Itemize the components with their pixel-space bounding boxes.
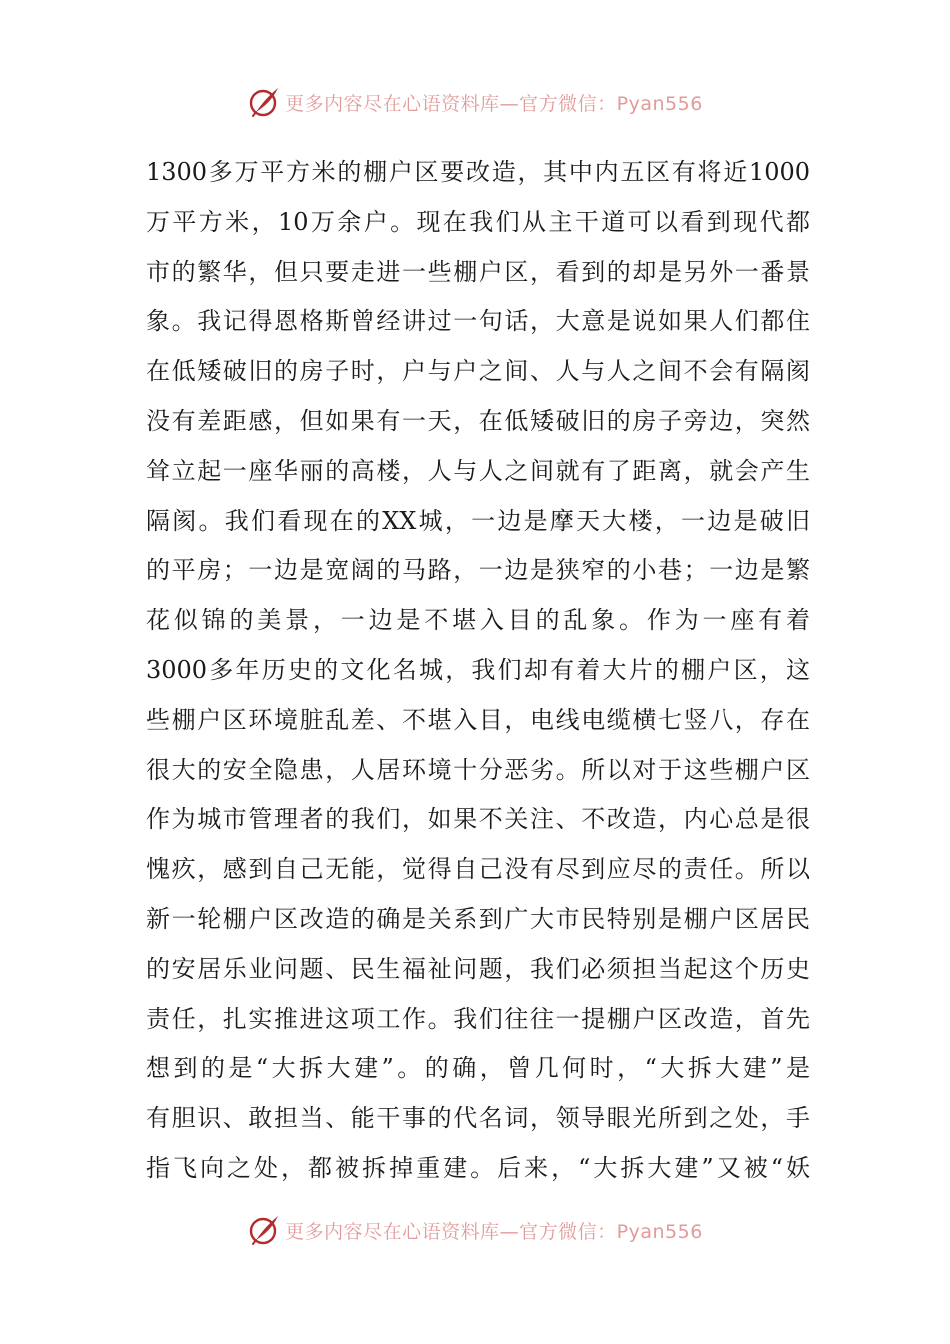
footer-banner-text: 更多内容尽在心语资料库—官方微信：Pyan556 <box>285 1220 703 1243</box>
header-banner <box>0 80 950 124</box>
body-line: 些棚户区环境脏乱差、不堪入目，电线电缆横七竖八，存在 <box>146 705 810 734</box>
body-line: 市的繁华，但只要走进一些棚户区，看到的却是另外一番景 <box>146 257 810 286</box>
body-line: 花似锦的美景，一边是不堪入目的乱象。作为一座有着 <box>146 606 810 635</box>
body-line: 隔阂。我们看现在的XX城，一边是摩天大楼，一边是破旧 <box>146 506 810 535</box>
body-line: 很大的安全隐患，人居环境十分恶劣。所以对于这些棚户区 <box>146 755 810 784</box>
body-line: 有胆识、敢担当、能干事的代名词，领导眼光所到之处，手 <box>146 1104 810 1133</box>
body-line: 新一轮棚户区改造的确是关系到广大市民特别是棚户区居民 <box>146 904 810 933</box>
body-line: 的平房；一边是宽阔的马路，一边是狭窄的小巷；一边是繁 <box>146 556 810 585</box>
document-body <box>146 148 810 1194</box>
quill-logo-icon <box>247 85 281 119</box>
body-line: 指飞向之处，都被拆掉重建。后来，“大拆大建”又被“妖 <box>146 1153 810 1182</box>
body-line: 象。我记得恩格斯曾经讲过一句话，大意是说如果人们都住 <box>146 307 810 336</box>
body-line: 想到的是“大拆大建”。的确，曾几何时，“大拆大建”是 <box>146 1054 810 1083</box>
body-line: 万平方米，10万余户。现在我们从主干道可以看到现代都 <box>146 207 810 236</box>
body-line: 的安居乐业问题、民生福祉问题，我们必须担当起这个历史 <box>146 954 810 983</box>
body-line: 愧疚，感到自己无能，觉得自己没有尽到应尽的责任。所以 <box>146 855 810 884</box>
body-line: 没有差距感，但如果有一天，在低矮破旧的房子旁边，突然 <box>146 406 810 435</box>
body-line: 责任，扎实推进这项工作。我们往往一提棚户区改造，首先 <box>146 1004 810 1033</box>
body-line: 在低矮破旧的房子时，户与户之间、人与人之间不会有隔阂 <box>146 357 810 386</box>
quill-logo-icon <box>247 1213 281 1247</box>
footer-banner <box>0 1208 950 1252</box>
header-banner-text: 更多内容尽在心语资料库—官方微信：Pyan556 <box>285 92 703 115</box>
body-line: 3000多年历史的文化名城，我们却有着大片的棚户区，这 <box>146 655 810 684</box>
body-line: 1300多万平方米的棚户区要改造，其中内五区有将近1000 <box>146 158 810 186</box>
body-line: 作为城市管理者的我们，如果不关注、不改造，内心总是很 <box>146 805 810 834</box>
body-line: 耸立起一座华丽的高楼，人与人之间就有了距离，就会产生 <box>146 456 810 485</box>
